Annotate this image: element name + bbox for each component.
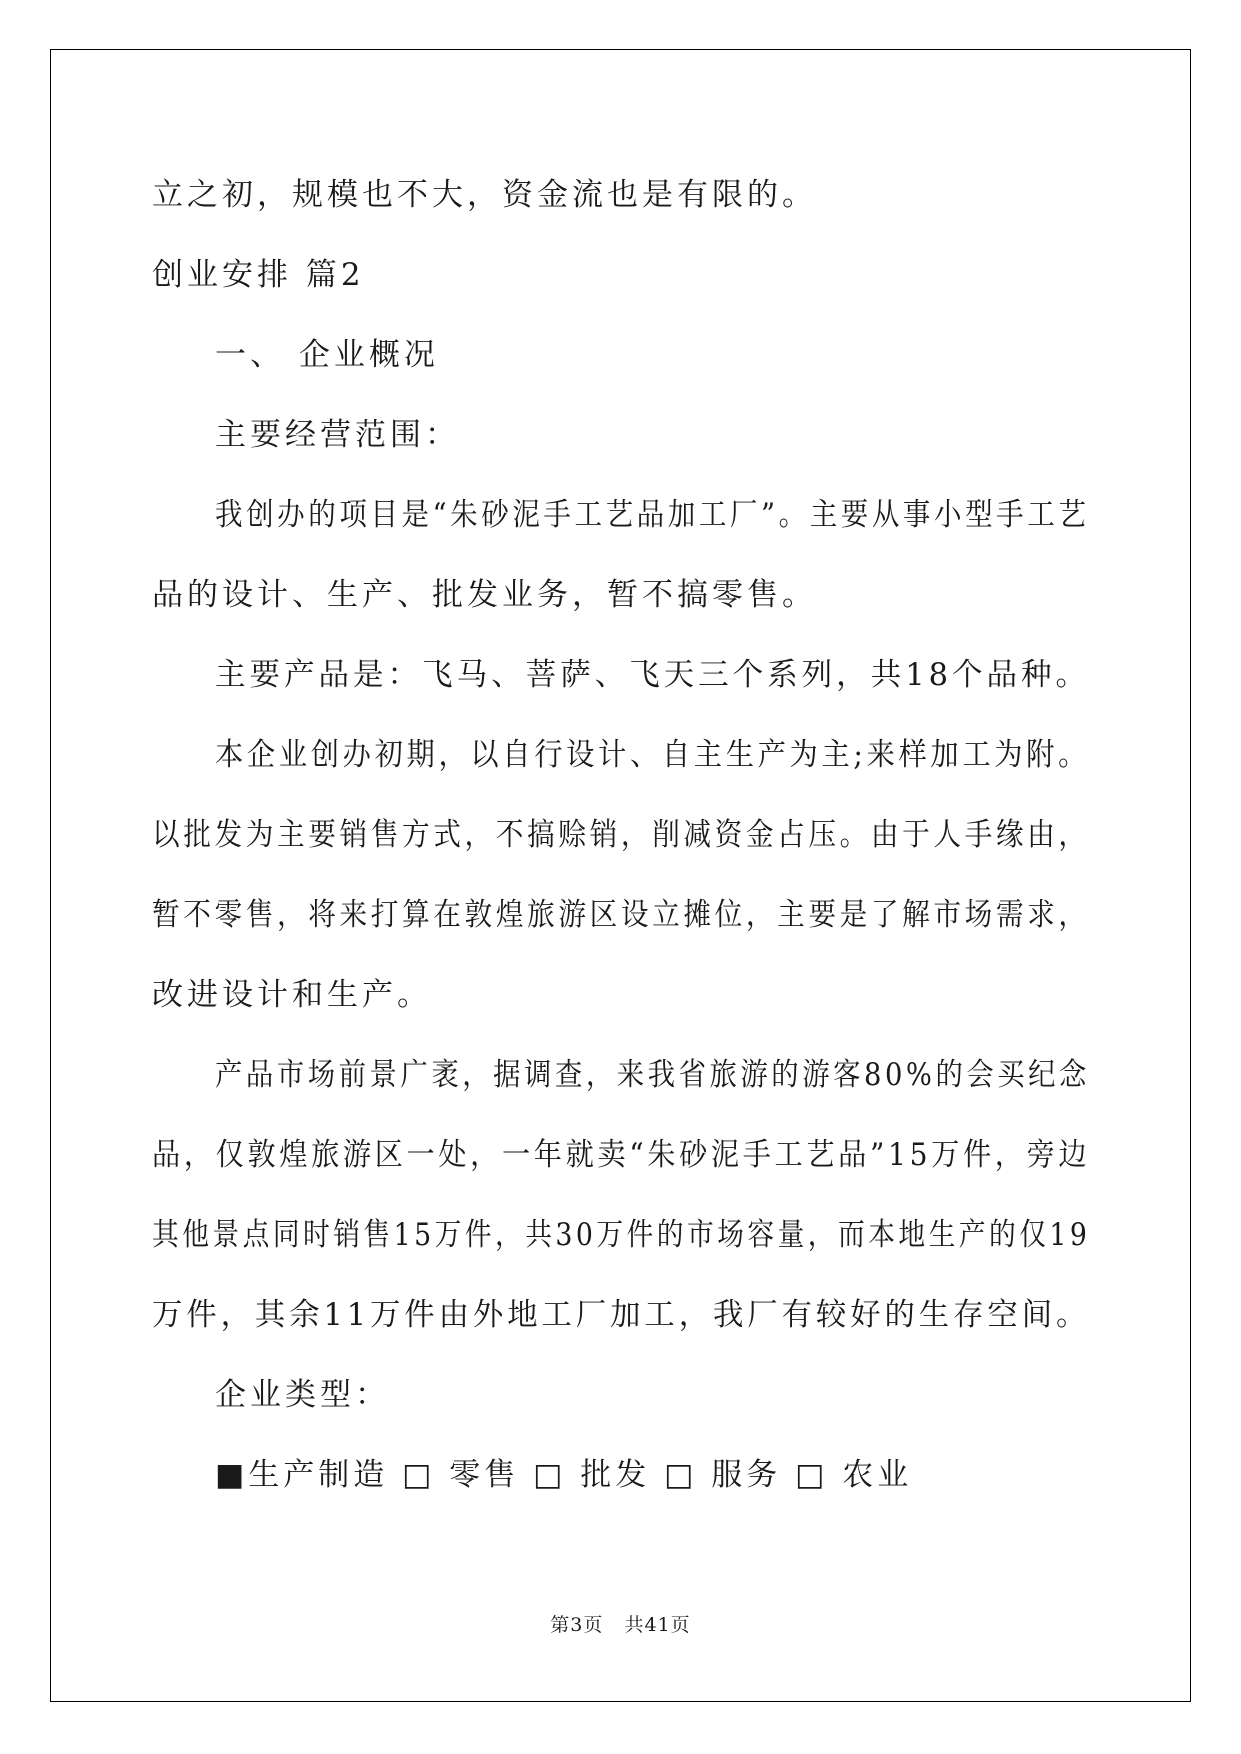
paragraph-line: 暂不零售，将来打算在敦煌旅游区设立摊位，主要是了解市场需求， bbox=[152, 897, 1090, 933]
subsection-heading: 一、 企业概况 bbox=[215, 337, 439, 373]
paragraph-line: 其他景点同时销售15万件，共30万件的市场容量，而本地生产的仅19 bbox=[152, 1217, 1091, 1253]
page-footer: 第3页 共41页 bbox=[550, 1614, 691, 1636]
paragraph-line: 产品市场前景广袤，据调查，来我省旅游的游客80%的会买纪念 bbox=[215, 1057, 1090, 1093]
paragraph-line: 万件，其余11万件由外地工厂加工，我厂有较好的生存空间。 bbox=[152, 1297, 1091, 1333]
field-label: 企业类型： bbox=[215, 1377, 390, 1413]
paragraph-line: 主要产品是：飞马、菩萨、飞天三个系列，共18个品种。 bbox=[215, 657, 1091, 693]
paragraph-line: 以批发为主要销售方式，不搞赊销，削减资金占压。由于人手缘由， bbox=[152, 817, 1090, 853]
paragraph-line: 立之初，规模也不大，资金流也是有限的。 bbox=[152, 177, 817, 213]
paragraph-line: 品的设计、生产、批发业务，暂不搞零售。 bbox=[152, 577, 817, 613]
enterprise-type-options: ■生产制造 □ 零售 □ 批发 □ 服务 □ 农业 bbox=[215, 1457, 913, 1493]
paragraph-line: 我创办的项目是“朱砂泥手工艺品加工厂”。主要从事小型手工艺 bbox=[215, 497, 1090, 533]
field-label: 主要经营范围： bbox=[215, 417, 460, 453]
paragraph-line: 品，仅敦煌旅游区一处，一年就卖“朱砂泥手工艺品”15万件，旁边 bbox=[152, 1137, 1091, 1173]
paragraph-line: 改进设计和生产。 bbox=[152, 977, 432, 1013]
section-heading: 创业安排 篇2 bbox=[152, 257, 365, 293]
paragraph-line: 本企业创办初期，以自行设计、自主生产为主;来样加工为附。 bbox=[215, 737, 1091, 773]
